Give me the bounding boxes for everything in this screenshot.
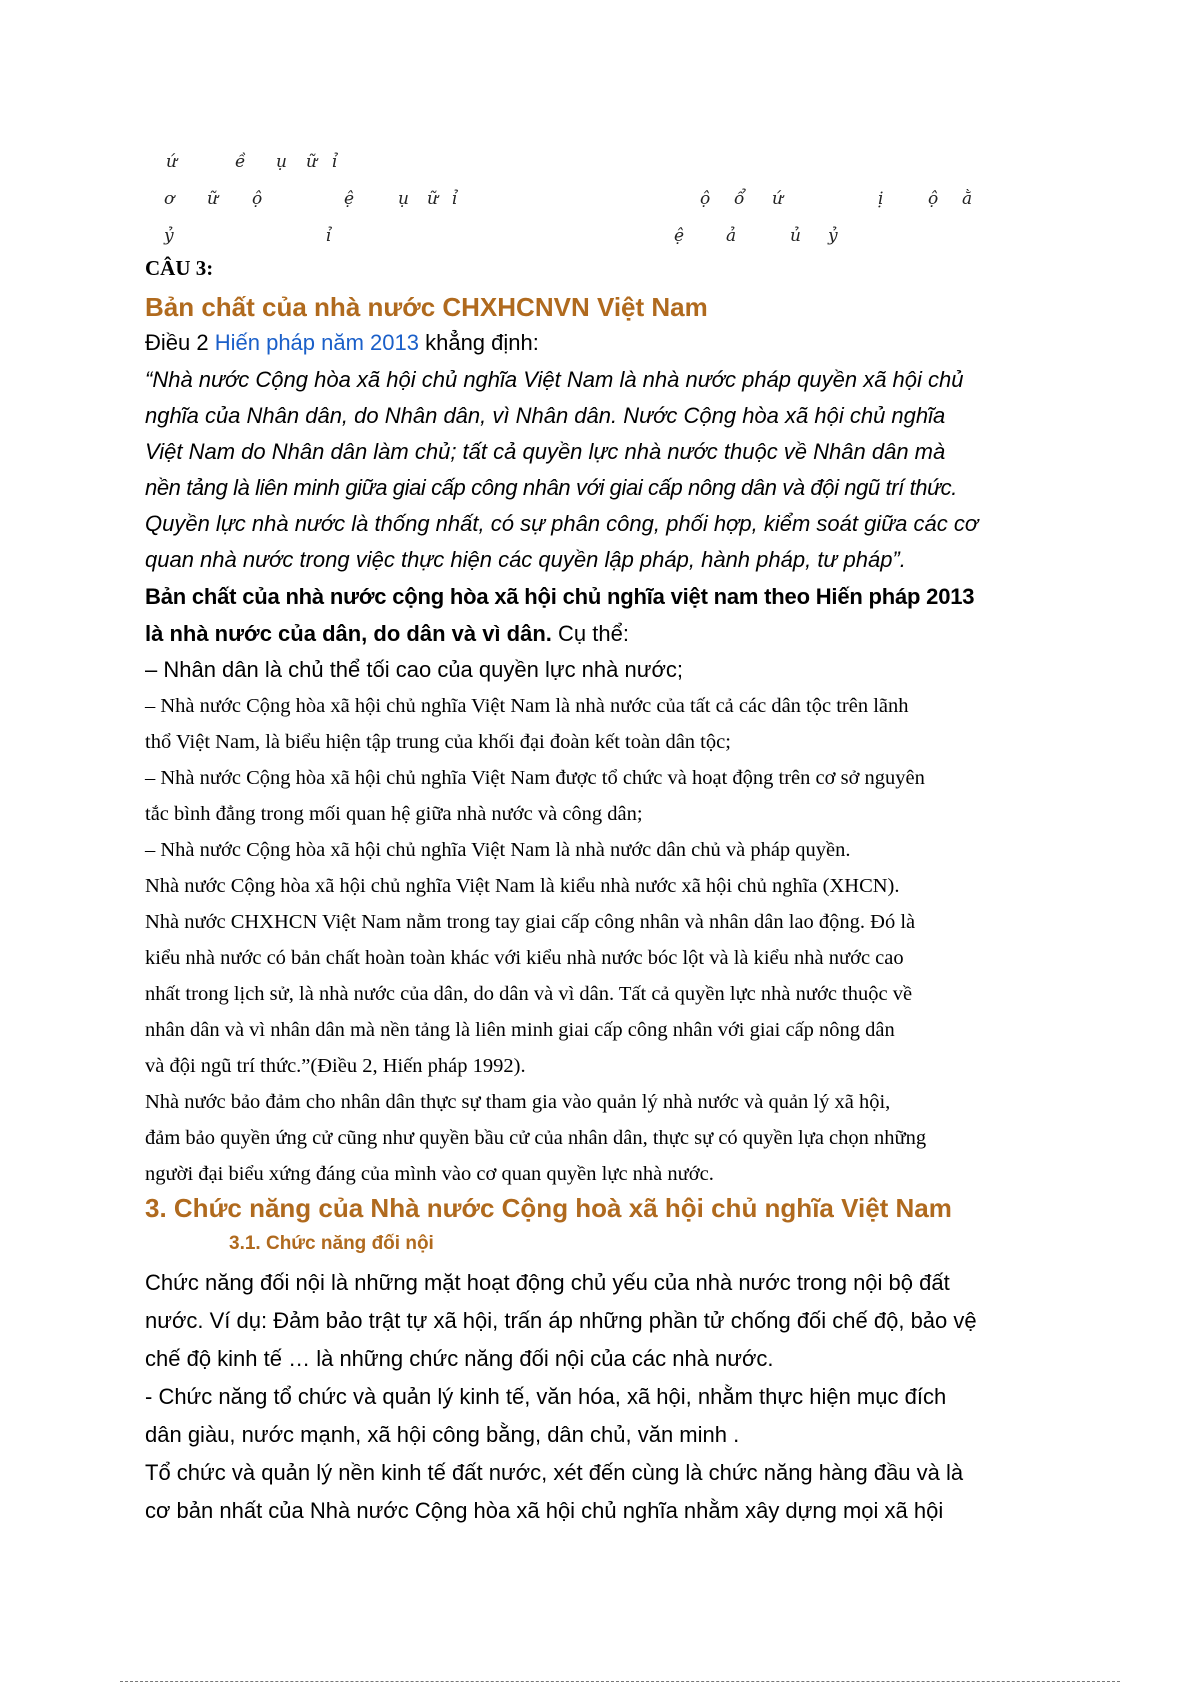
detail-line: nhân dân và vì nhân dân mà nền tảng là liên minh giai cấp công nhân với giai cấp nông dân xyxy=(145,1019,895,1041)
detail-line: – Nhà nước Cộng hòa xã hội chủ nghĩa Việt Nam là nhà nước dân chủ và pháp quyền. xyxy=(145,839,851,861)
fragment-glyph: ỉ xyxy=(452,189,458,209)
detail-line: tắc bình đẳng trong mối quan hệ giữa nhà nước và công dân; xyxy=(145,803,643,825)
fragment-glyph: ỉ xyxy=(332,152,338,172)
bold-statement-emphasis: là nhà nước của dân, do dân và vì dân. xyxy=(145,621,552,646)
fragment-glyph: ụ xyxy=(398,189,409,209)
detail-line: – Nhà nước Cộng hòa xã hội chủ nghĩa Việt Nam được tổ chức và hoạt động trên cơ sở nguyên xyxy=(145,767,925,789)
page-bottom-divider xyxy=(120,1681,1120,1682)
fragment-glyph: ủ xyxy=(790,226,801,246)
fragment-glyph: ỷ xyxy=(164,226,174,246)
body-line: Chức năng đối nội là những mặt hoạt động chủ yếu của nhà nước trong nội bộ đất xyxy=(145,1270,950,1295)
fragment-glyph: ổ xyxy=(734,189,745,209)
quote-line: quan nhà nước trong việc thực hiện các quyền lập pháp, hành pháp, tư pháp”. xyxy=(145,547,906,572)
quote-line: “Nhà nước Cộng hòa xã hội chủ nghĩa Việt Nam là nhà nước pháp quyền xã hội chủ xyxy=(145,367,964,392)
section-heading-nature: Bản chất của nhà nước CHXHCNVN Việt Nam xyxy=(145,292,708,322)
fragment-glyph: ệ xyxy=(344,189,355,209)
quote-line: Việt Nam do Nhân dân làm chủ; tất cả quyền lực nhà nước thuộc về Nhân dân mà xyxy=(145,439,946,464)
bold-statement-rest: Cụ thể: xyxy=(551,621,629,646)
body-line: Tổ chức và quản lý nền kinh tế đất nước, xét đến cùng là chức năng hàng đầu và là xyxy=(145,1460,964,1485)
section-heading-functions: 3. Chức năng của Nhà nước Cộng hoà xã hội chủ nghĩa Việt Nam xyxy=(145,1193,952,1223)
bold-statement-line2 xyxy=(145,621,629,647)
body-line: - Chức năng tổ chức và quản lý kinh tế, văn hóa, xã hội, nhằm thực hiện mục đích xyxy=(145,1384,947,1409)
detail-line: và đội ngũ trí thức.”(Điều 2, Hiến pháp 1992). xyxy=(145,1055,526,1077)
detail-line: nhất trong lịch sử, là nhà nước của dân, do dân và vì dân. Tất cả quyền lực nhà nước thuộc về xyxy=(145,983,913,1005)
question-label: CÂU 3: xyxy=(145,256,214,280)
fragment-glyph: ụ xyxy=(276,152,287,172)
constitution-link[interactable]: Hiến pháp năm 2013 xyxy=(214,330,419,355)
body-line: dân giàu, nước mạnh, xã hội công bằng, dân chủ, văn minh . xyxy=(145,1422,740,1447)
intro-prefix: Điều 2 xyxy=(145,330,215,355)
fragment-glyph: ỷ xyxy=(828,226,838,246)
fragment-glyph: ộ xyxy=(700,189,711,209)
detail-line: Nhà nước Cộng hòa xã hội chủ nghĩa Việt Nam là kiểu nhà nước xã hội chủ nghĩa (XHCN). xyxy=(145,875,900,897)
body-line: cơ bản nhất của Nhà nước Cộng hòa xã hội chủ nghĩa nhằm xây dựng mọi xã hội xyxy=(145,1498,944,1523)
fragment-glyph: ơ xyxy=(164,189,175,209)
detail-line: Nhà nước bảo đảm cho nhân dân thực sự tham gia vào quản lý nhà nước và quản lý xã hội, xyxy=(145,1091,891,1113)
quote-line: Quyền lực nhà nước là thống nhất, có sự phân công, phối hợp, kiểm soát giữa các cơ xyxy=(145,511,979,536)
bold-statement-line1: Bản chất của nhà nước cộng hòa xã hội chủ nghĩa việt nam theo Hiến pháp 2013 xyxy=(145,584,975,609)
detail-line: kiểu nhà nước có bản chất hoàn toàn khác với kiểu nhà nước bóc lột và là kiểu nhà nước cao xyxy=(145,947,904,969)
body-line: chế độ kinh tế … là những chức năng đối nội của các nhà nước. xyxy=(145,1346,774,1371)
intro-line xyxy=(145,330,539,356)
detail-line: Nhà nước CHXHCN Việt Nam nằm trong tay giai cấp công nhân và nhân dân lao động. Đó là xyxy=(145,911,916,933)
fragment-glyph: ứ xyxy=(772,189,783,209)
fragment-glyph: ề xyxy=(235,152,246,172)
fragment-glyph: ị xyxy=(878,189,884,209)
quote-line: nền tảng là liên minh giữa giai cấp công nhân với giai cấp nông dân và đội ngũ trí thức. xyxy=(145,475,957,500)
fragment-glyph: ữ xyxy=(306,152,317,172)
fragment-glyph: ữ xyxy=(427,189,438,209)
detail-line: người đại biểu xứng đáng của mình vào cơ quan quyền lực nhà nước. xyxy=(145,1163,714,1185)
fragment-glyph: ệ xyxy=(674,226,685,246)
fragment-glyph: ữ xyxy=(207,189,218,209)
fragment-glyph: ứ xyxy=(166,152,177,172)
detail-line: đảm bảo quyền ứng cử cũng như quyền bầu cử của nhân dân, thực sự có quyền lựa chọn những xyxy=(145,1127,927,1149)
fragment-glyph: ỉ xyxy=(326,226,332,246)
fragment-glyph: ả xyxy=(726,226,737,246)
bullet-supreme-subject: – Nhân dân là chủ thể tối cao của quyền lực nhà nước; xyxy=(145,657,684,682)
fragment-glyph: ộ xyxy=(252,189,263,209)
subsection-heading-internal: 3.1. Chức năng đối nội xyxy=(229,1233,434,1254)
intro-suffix: khẳng định: xyxy=(418,330,539,355)
body-line: nước. Ví dụ: Đảm bảo trật tự xã hội, trấn áp những phần tử chống đối chế độ, bảo vệ xyxy=(145,1308,977,1333)
detail-line: thổ Việt Nam, là biểu hiện tập trung của khối đại đoàn kết toàn dân tộc; xyxy=(145,731,731,753)
quote-line: nghĩa của Nhân dân, do Nhân dân, vì Nhân dân. Nước Cộng hòa xã hội chủ nghĩa xyxy=(145,403,946,428)
fragment-glyph: ộ xyxy=(928,189,939,209)
fragment-glyph: ằ xyxy=(962,189,973,209)
detail-line: – Nhà nước Cộng hòa xã hội chủ nghĩa Việt Nam là nhà nước của tất cả các dân tộc trên lãnh xyxy=(145,695,909,717)
